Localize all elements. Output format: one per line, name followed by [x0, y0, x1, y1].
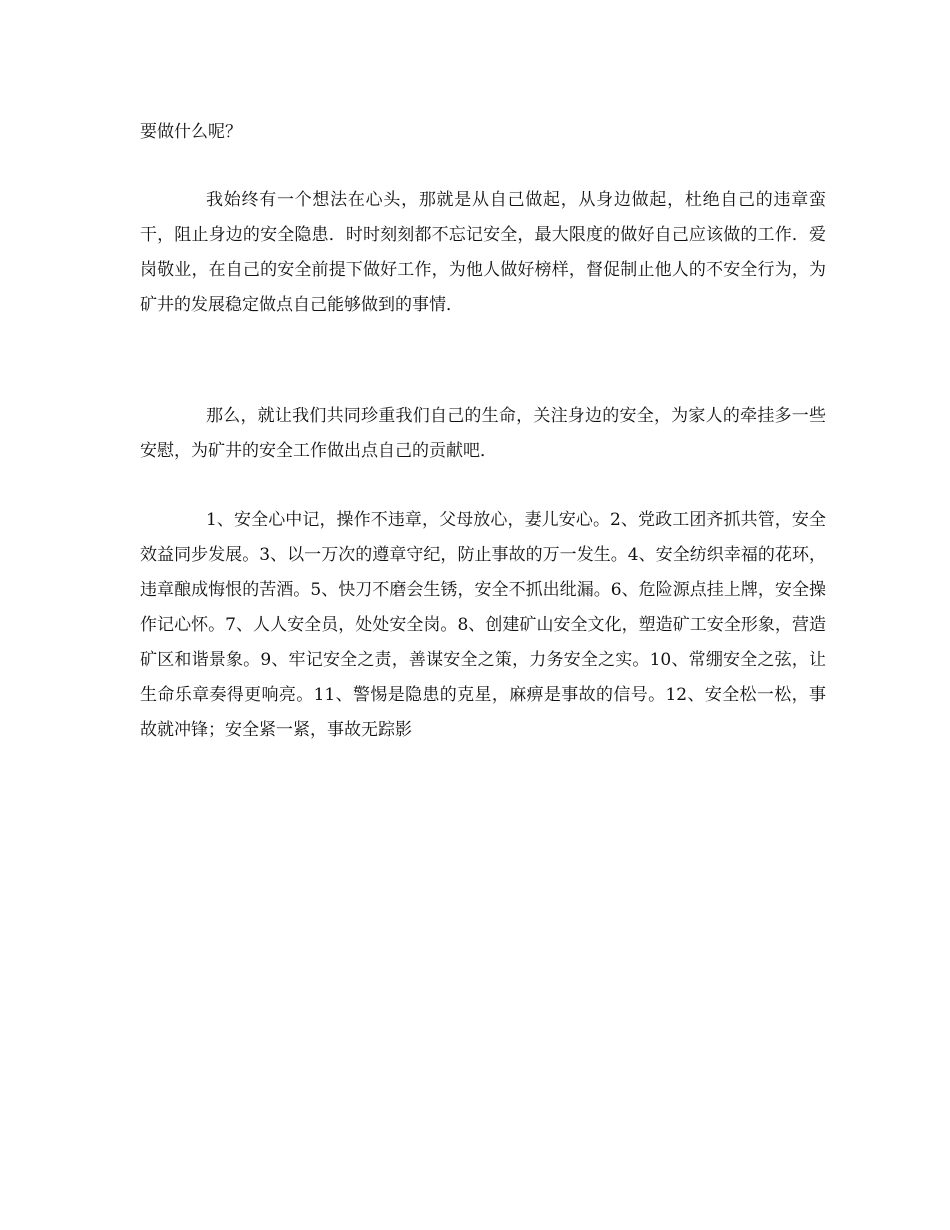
- paragraph-personal-commitment: 我始终有一个想法在心头，那就是从自己做起，从身边做起，杜绝自己的违章蛮干，阻止身边的安全隐患．时时刻刻都不忘记安全，最大限度的做好自己应该做的工作．爱岗敬业，在自己的安全前提下做好工作，为他人做好榜样，督促制止他人的不安全行为，为矿井的发展稳定做点自己能够做到的事情．: [140, 190, 826, 315]
- paragraph-closing-appeal: 那么，就让我们共同珍重我们自己的生命，关注身边的安全，为家人的牵挂多一些安慰，为矿井的安全工作做出点自己的贡献吧．: [140, 406, 826, 461]
- paragraph-intro-question: 要做什么呢？: [140, 122, 242, 142]
- paragraph-safety-slogans: 1、安全心中记，操作不违章，父母放心，妻儿安心。2、党政工团齐抓共管，安全效益同步发展。3、以一万次的遵章守纪，防止事故的万一发生。4、安全纺织幸福的花环，违章酿成悔恨的苦酒。5、快刀不磨会生锈，安全不抓出纰漏。6、危险源点挂上牌，安全操作记心怀。7、人人安全员，处处安全岗。8、创建矿山安全文化，塑造矿工安全形象，营造矿区和谐景象。9、牢记安全之责，善谋安全之策，力务安全之实。10、常绷安全之弦，让生命乐章奏得更响亮。11、警惕是隐患的克星，麻痹是事故的信号。12、安全松一松，事故就冲锋；安全紧一紧，事故无踪影: [140, 510, 826, 740]
